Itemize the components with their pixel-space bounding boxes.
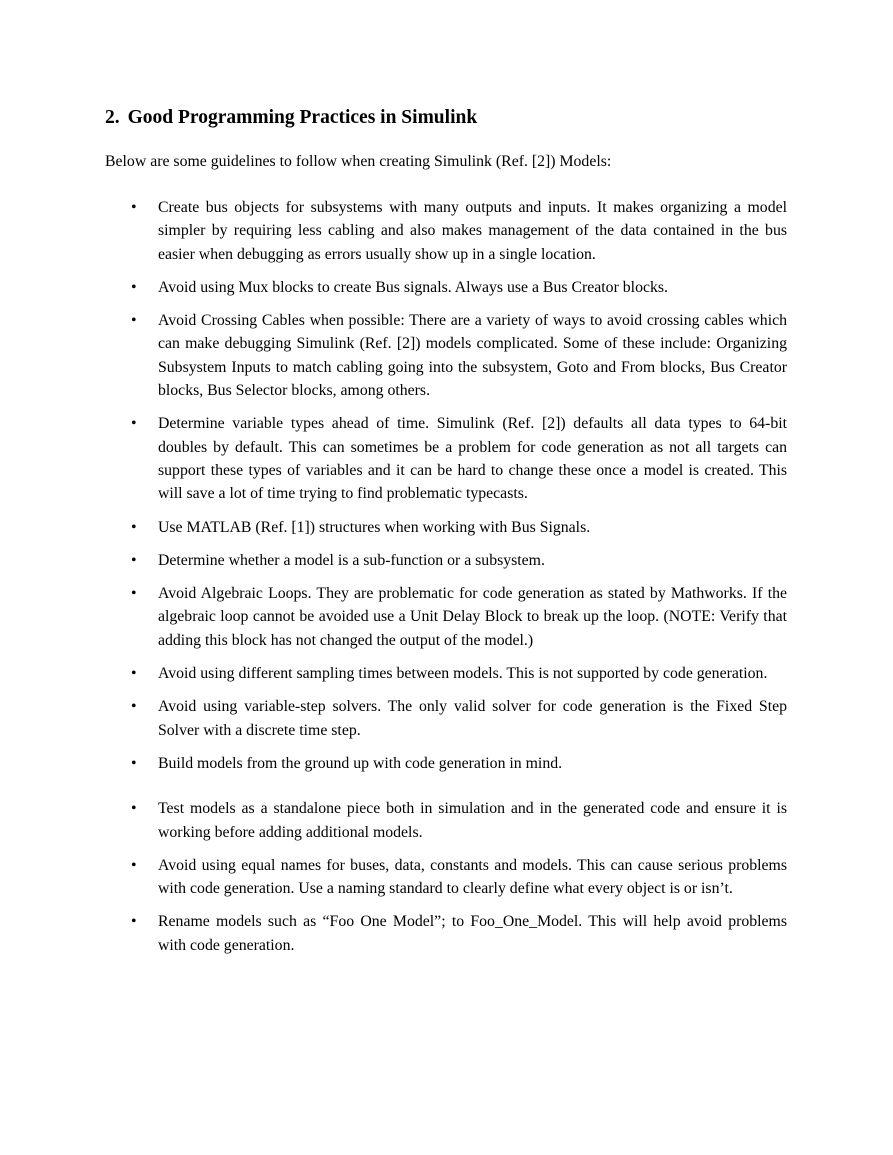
bullet-icon: •	[131, 415, 137, 433]
list-item	[0, 854, 893, 901]
bullet-icon: •	[131, 665, 137, 683]
list-item	[0, 752, 893, 775]
bullet-icon: •	[131, 585, 137, 603]
list-item	[0, 910, 893, 957]
bullet-icon: •	[131, 856, 137, 874]
list-item-text: Determine variable types ahead of time. Simulink (Ref. [2]) defaults all data types to 64-bit doubles by default. This can sometimes be a problem for code generation as not all targets can support these types of variables and it can be hard to change these once a model is created. This will save a lot of time trying to find problematic typecasts.	[158, 415, 787, 503]
bullet-icon: •	[131, 913, 137, 931]
list-item	[0, 276, 893, 299]
guidelines-list	[0, 196, 893, 967]
list-item-text: Test models as a standalone piece both in simulation and in the generated code and ensure it is working before adding additional models.	[158, 800, 787, 841]
list-item-text: Avoid using Mux blocks to create Bus signals. Always use a Bus Creator blocks.	[158, 278, 668, 296]
list-item-text: Determine whether a model is a sub-function or a subsystem.	[158, 551, 545, 569]
list-item-text: Avoid Crossing Cables when possible: There are a variety of ways to avoid crossing cables which can make debugging Simulink (Ref. [2]) models complicated. Some of these include: Organizing Subsystem Inputs to match cabling going into the subsystem, Goto and From blocks, Bus Creator blocks, Bus Selector blocks, among others.	[158, 312, 787, 400]
list-item	[0, 695, 893, 742]
list-item	[0, 582, 893, 652]
section-number: 2.	[105, 107, 120, 128]
list-item	[0, 662, 893, 685]
list-item-text: Create bus objects for subsystems with many outputs and inputs. It makes organizing a model simpler by requiring less cabling and also makes management of the data contained in the bus easier when debugging as errors usually show up in a single location.	[158, 199, 787, 263]
list-item	[0, 309, 893, 402]
list-item-text: Avoid Algebraic Loops. They are problematic for code generation as stated by Mathworks. If the algebraic loop cannot be avoided use a Unit Delay Block to break up the loop. (NOTE: Verify that adding this block has not changed the output of the model.)	[158, 585, 787, 649]
bullet-icon: •	[131, 199, 137, 216]
bullet-icon: •	[131, 278, 137, 296]
list-item	[0, 549, 893, 572]
section-title: Good Programming Practices in Simulink	[127, 107, 478, 128]
list-item	[0, 797, 893, 844]
list-item-text: Avoid using variable-step solvers. The only valid solver for code generation is the Fixed Step Solver with a discrete time step.	[158, 698, 787, 739]
bullet-icon: •	[131, 698, 137, 716]
bullet-icon: •	[131, 551, 137, 569]
list-item-text: Avoid using different sampling times between models. This is not supported by code generation.	[158, 665, 768, 683]
list-item	[0, 412, 893, 505]
list-item-text: Avoid using equal names for buses, data, constants and models. This can cause serious problems with code generation. Use a naming standard to clearly define what every object is or isn’t.	[158, 856, 787, 898]
bullet-icon: •	[131, 800, 137, 818]
bullet-icon: •	[131, 518, 137, 536]
bullet-icon: •	[131, 754, 137, 772]
list-item	[0, 516, 893, 539]
list-item-text: Rename models such as “Foo One Model”; to Foo_One_Model. This will help avoid problems with code generation.	[158, 913, 787, 954]
list-item	[0, 196, 893, 266]
list-item-text: Use MATLAB (Ref. [1]) structures when working with Bus Signals.	[158, 518, 591, 536]
list-item-text: Build models from the ground up with code generation in mind.	[158, 754, 563, 772]
intro-paragraph: Below are some guidelines to follow when creating Simulink (Ref. [2]) Models:	[105, 153, 612, 170]
bullet-icon: •	[131, 312, 137, 330]
section-heading	[105, 104, 477, 132]
